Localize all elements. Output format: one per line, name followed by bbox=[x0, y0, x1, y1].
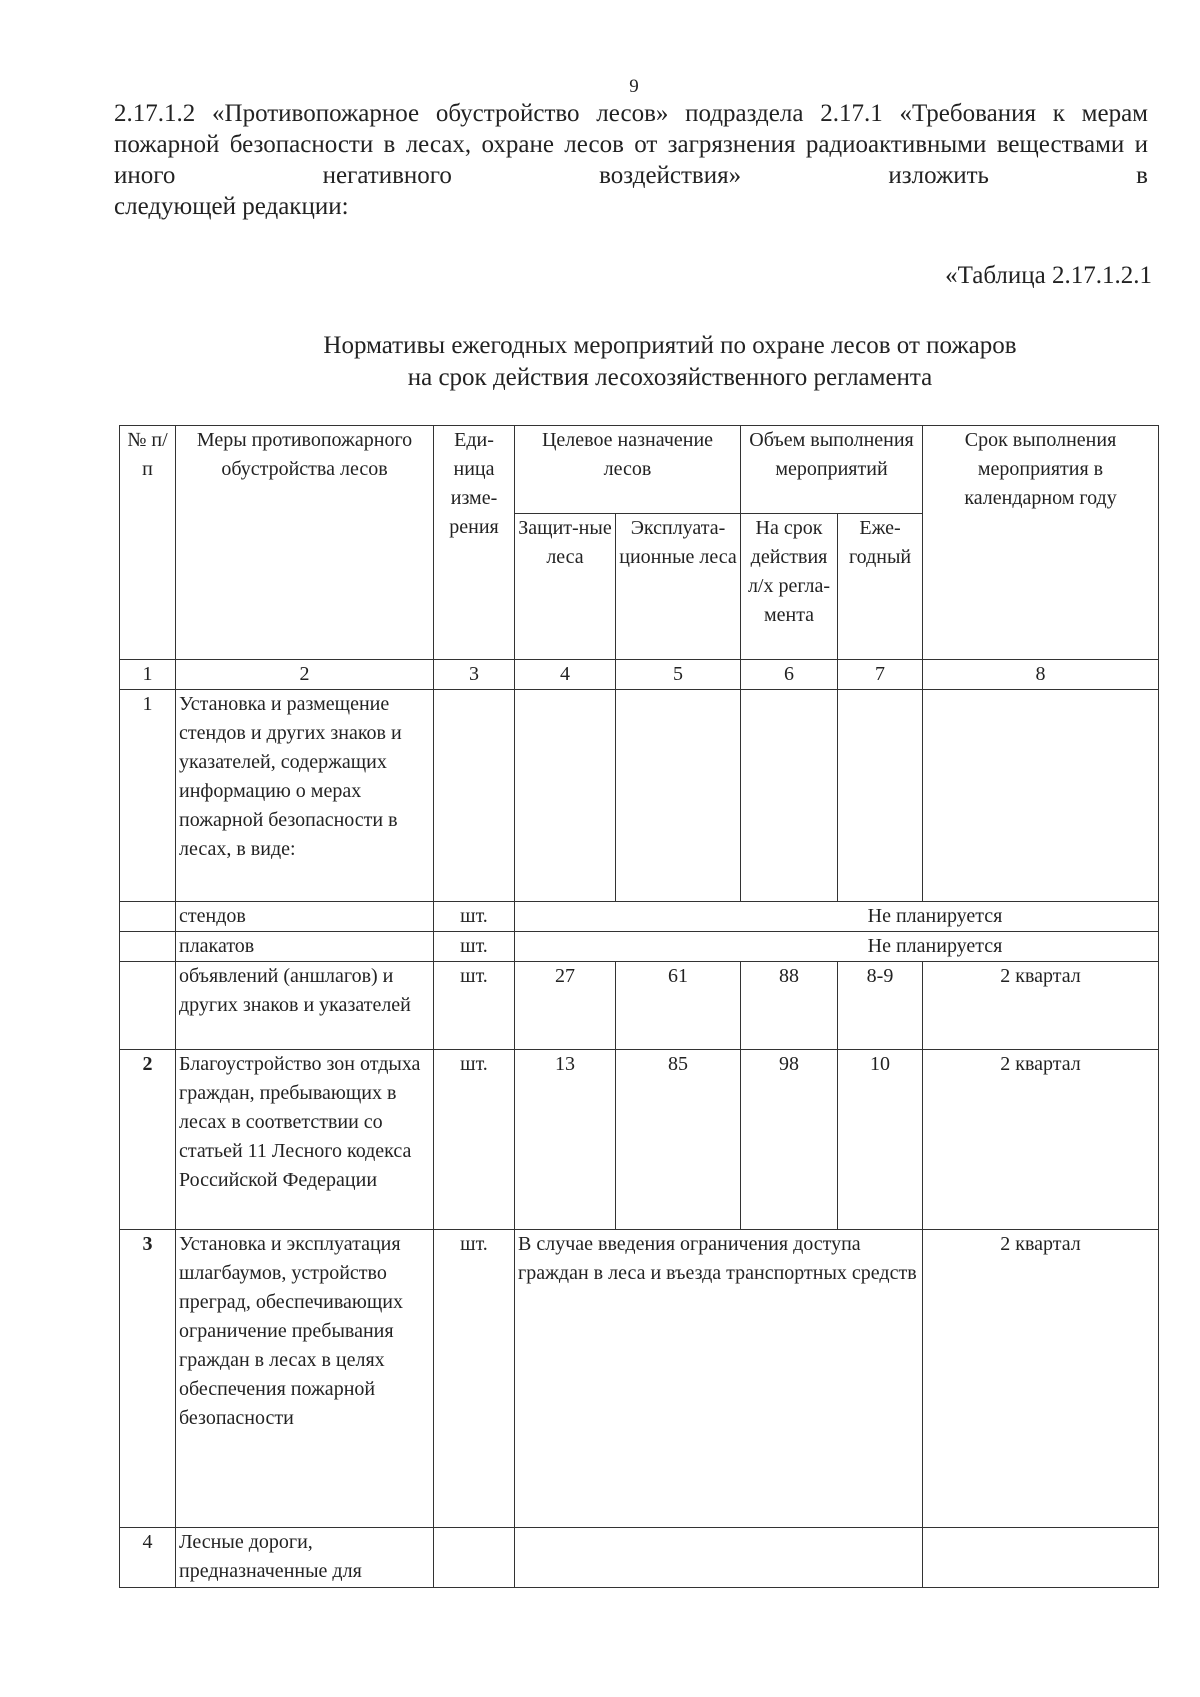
column-number: 5 bbox=[616, 660, 741, 690]
table-row bbox=[120, 962, 1159, 1050]
row-measure: Установка и эксплуатация шлагбаумов, устройство преград, обеспечивающих ограничение пребывания граждан в лесах в целях обеспечения пожарной безопасности bbox=[176, 1230, 434, 1528]
header-num: № п/п bbox=[120, 426, 176, 660]
table-label: «Таблица 2.17.1.2.1 bbox=[945, 262, 1152, 289]
row-note: Не планируется bbox=[515, 902, 1159, 932]
table-title-line: Нормативы ежегодных мероприятий по охране лесов от пожаров bbox=[323, 332, 1017, 359]
row-note: В случае введения ограничения доступа граждан в леса и въезда транспортных средств bbox=[515, 1230, 923, 1528]
row-protective: 13 bbox=[515, 1050, 616, 1230]
table-row bbox=[120, 1230, 1159, 1528]
header-purpose: Целевое назначение лесов bbox=[515, 426, 741, 514]
header-per-term: На срок действия л/х регла-мента bbox=[741, 514, 838, 660]
row-exploitation: 85 bbox=[616, 1050, 741, 1230]
row-measure: Благоустройство зон отдыха граждан, пребывающих в лесах в соответствии со статьей 11 Лесного кодекса Российской Федерации bbox=[176, 1050, 434, 1230]
row-measure: стендов bbox=[176, 902, 434, 932]
column-number: 6 bbox=[741, 660, 838, 690]
header-deadline: Срок выполнения мероприятия в календарном году bbox=[923, 426, 1159, 660]
row-measure: Установка и размещение стендов и других знаков и указателей, содержащих информацию о мерах пожарной безопасности в лесах, в виде: bbox=[176, 690, 434, 902]
intro-paragraph-end: следующей редакции: bbox=[114, 193, 349, 220]
table-row bbox=[120, 1050, 1159, 1230]
row-unit: шт. bbox=[434, 932, 515, 962]
row-deadline: 2 квартал bbox=[923, 1230, 1159, 1528]
header-annual: Еже-годный bbox=[838, 514, 923, 660]
column-number: 8 bbox=[923, 660, 1159, 690]
row-protective: 27 bbox=[515, 962, 616, 1050]
column-number: 4 bbox=[515, 660, 616, 690]
row-note: Не планируется bbox=[515, 932, 1159, 962]
row-number: 2 bbox=[120, 1050, 176, 1230]
row-measure: объявлений (аншлагов) и других знаков и указателей bbox=[176, 962, 434, 1050]
column-number: 2 bbox=[176, 660, 434, 690]
header-unit: Еди-ница изме-рения bbox=[434, 426, 515, 660]
row-annual: 8-9 bbox=[838, 962, 923, 1050]
row-number: 4 bbox=[120, 1528, 176, 1588]
norms-table bbox=[119, 425, 1159, 1588]
row-exploitation: 61 bbox=[616, 962, 741, 1050]
row-unit: шт. bbox=[434, 962, 515, 1050]
row-unit: шт. bbox=[434, 1050, 515, 1230]
row-deadline: 2 квартал bbox=[923, 962, 1159, 1050]
header-exploitation: Эксплуата-ционные леса bbox=[616, 514, 741, 660]
page-number: 9 bbox=[629, 76, 639, 97]
header-protective: Защит-ные леса bbox=[515, 514, 616, 660]
column-numbers-row bbox=[120, 660, 1159, 690]
column-number: 3 bbox=[434, 660, 515, 690]
table-title bbox=[0, 330, 1200, 394]
row-number: 1 bbox=[120, 690, 176, 902]
column-number: 7 bbox=[838, 660, 923, 690]
row-measure: Лесные дороги, предназначенные для bbox=[176, 1528, 434, 1588]
row-number: 3 bbox=[120, 1230, 176, 1528]
intro-paragraph: 2.17.1.2 «Противопожарное обустройство лесов» подраздела 2.17.1 «Требования к мерам пожарной безопасности в лесах, охране лесов от загрязнения радиоактивными веществами и иного негативного воздействия» изложить в bbox=[114, 100, 1148, 189]
header-row bbox=[120, 426, 1159, 514]
row-deadline: 2 квартал bbox=[923, 1050, 1159, 1230]
row-measure: плакатов bbox=[176, 932, 434, 962]
row-unit: шт. bbox=[434, 902, 515, 932]
table-row bbox=[120, 932, 1159, 962]
row-unit: шт. bbox=[434, 1230, 515, 1528]
column-number: 1 bbox=[120, 660, 176, 690]
row-per-term: 98 bbox=[741, 1050, 838, 1230]
header-volume: Объем выполнения мероприятий bbox=[741, 426, 923, 514]
table-row bbox=[120, 1528, 1159, 1588]
table-title-line: на срок действия лесохозяйственного регламента bbox=[407, 364, 933, 391]
row-per-term: 88 bbox=[741, 962, 838, 1050]
table-row bbox=[120, 690, 1159, 902]
table-row bbox=[120, 902, 1159, 932]
row-annual: 10 bbox=[838, 1050, 923, 1230]
header-measures: Меры противопожарного обустройства лесов bbox=[176, 426, 434, 660]
